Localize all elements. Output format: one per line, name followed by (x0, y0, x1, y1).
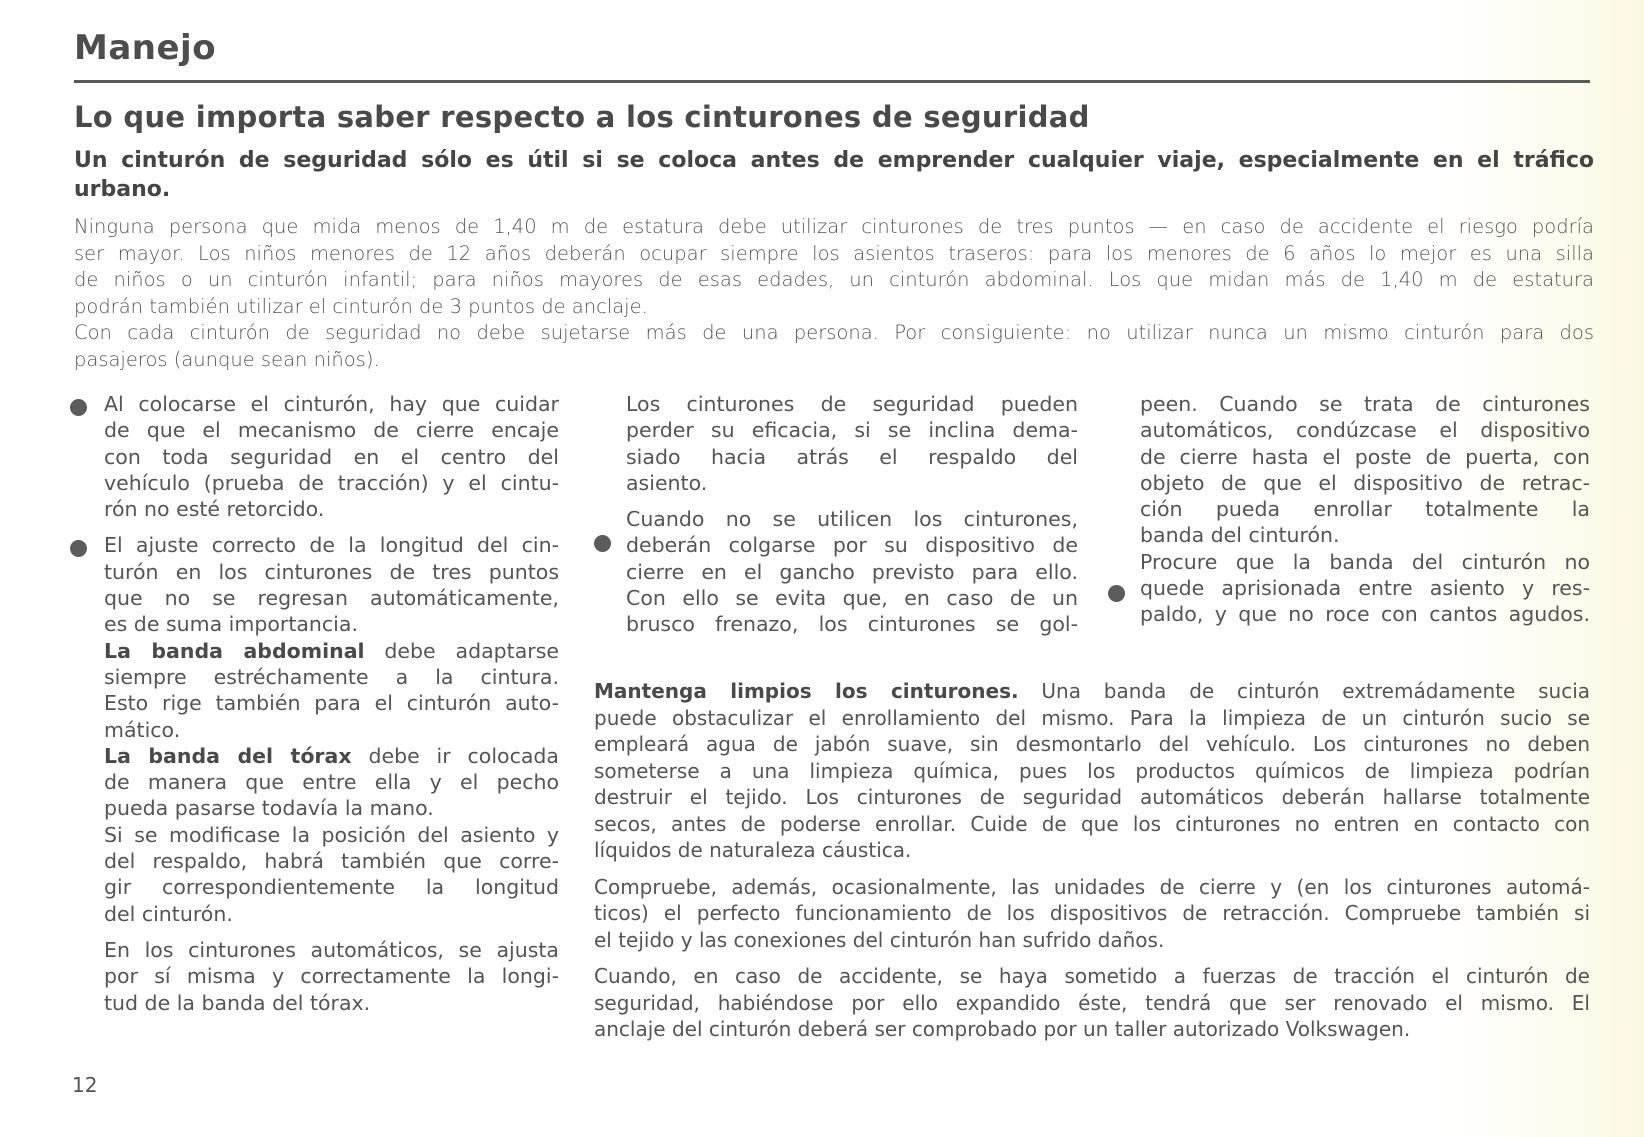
text-line: tud de la banda del tórax. (104, 990, 371, 1015)
text-line: brusco frenazo, los cinturones se gol- (626, 612, 1078, 637)
text-run: debe adaptarse (364, 638, 559, 663)
bullet-icon (70, 540, 87, 557)
text-line: ticos) el perfecto funcionamiento de los dispositivos de retracción. Compruebe también si (594, 901, 1590, 925)
text-line: gir correspondientemente la longitud (104, 875, 559, 900)
intro-line: podrán también utilizar el cinturón de 3 puntos de anclaje. (74, 294, 648, 318)
text-line: objeto de que el dispositivo de retrac- (1140, 470, 1590, 495)
page-number: 12 (72, 1073, 98, 1097)
text-line: perder su eficacia, si se inclina dema- (626, 418, 1078, 443)
text-line: de cierre hasta el poste de puerta, con (1140, 444, 1590, 469)
text-line: Con ello se evita que, en caso de un (626, 586, 1078, 611)
text-line (104, 638, 559, 664)
bullet-icon (594, 535, 611, 552)
column-2 (626, 391, 1078, 638)
text-line: cierre en el gancho previsto para ello. (626, 559, 1078, 584)
paragraph (1140, 391, 1590, 549)
cleaning-paragraph (594, 678, 1590, 864)
bold-term: Mantenga limpios los cinturones. (594, 679, 1019, 703)
title-rule (74, 80, 1590, 83)
accident-paragraph (594, 963, 1590, 1043)
column-3 (1140, 391, 1590, 628)
text-line: En los cinturones automáticos, se ajusta (104, 937, 559, 962)
text-line: paldo, y que no roce con cantos agudos. (1140, 602, 1590, 627)
text-line: Los cinturones de seguridad pueden (626, 392, 1078, 416)
lower-section (594, 678, 1590, 1043)
bullet-icon (1108, 585, 1125, 602)
text-line: líquidos de naturaleza cáustica. (594, 838, 912, 862)
text-line: con toda seguridad en el centro del (104, 444, 559, 469)
text-line: vehículo (prueba de tracción) y el cintu- (104, 470, 559, 495)
text-line: mático. (104, 717, 181, 742)
text-line: del respaldo, habrá también que corre- (104, 849, 559, 874)
text-line: asiento. (626, 470, 708, 495)
text-line: Procure que la banda del cinturón no (1140, 549, 1590, 574)
text-line: Esto rige también para el cinturón auto- (104, 691, 559, 716)
section-title: Manejo (74, 28, 217, 68)
intro-paragraph (74, 214, 1594, 374)
text-line: del cinturón. (104, 901, 233, 926)
text-line: secos, antes de poderse enrollar. Cuide de que los cinturones no entren en contacto con (594, 811, 1590, 836)
bullet-icon (70, 399, 87, 416)
text-line: puede obstaculizar el enrollamiento del mismo. Para la limpieza de un cinturón sucio se (594, 705, 1590, 730)
column-1 (104, 391, 559, 1016)
text-line: por sí misma y correctamente la longi- (104, 964, 559, 989)
text-line: es de suma importancia. (104, 612, 358, 637)
text-line: automáticos, condúzcase el dispositivo (1140, 418, 1590, 443)
subheading (74, 146, 1594, 204)
text-line: rón no esté retorcido. (104, 497, 325, 522)
subheading-line: Un cinturón de seguridad sólo es útil si se coloca antes de emprender cualquier viaje, especialmente en el tráfico (74, 148, 1594, 173)
bold-term: La banda del tórax (104, 743, 352, 768)
text-line (104, 743, 559, 769)
text-line: seguridad, habiéndose por ello expandido éste, tendrá que ser renovado el mismo. El (594, 990, 1590, 1015)
text-line: pueda pasarse todavía la mano. (104, 796, 434, 821)
intro-line: ser mayor. Los niños menores de 12 años deberán ocupar siempre los asientos traseros: para los menores de 6 años lo mejor es una silla (74, 241, 1594, 265)
text-line: Si se modificase la posición del asiento y (104, 822, 559, 847)
text-line: Compruebe, además, ocasionalmente, las unidades de cierre y (en los cinturones automá- (594, 874, 1590, 899)
text-run: debe ir colocada (351, 743, 559, 768)
text-line: que no se regresan automáticamente, (104, 586, 559, 611)
text-line: turón en los cinturones de tres puntos (104, 559, 559, 584)
text-line: ción pueda enrollar totalmente la (1140, 497, 1590, 522)
text-line: Al colocarse el cinturón, hay que cuidar (104, 392, 559, 416)
text-line: destruir el tejido. Los cinturones de seguridad automáticos deberán hallarse totalmente (594, 785, 1590, 809)
paragraph (104, 937, 559, 1016)
text-line: quede aprisionada entre asiento y res- (1140, 576, 1590, 601)
intro-line: pasajeros (aunque sean niños). (74, 347, 380, 371)
text-line: de manera que entre ella y el pecho (104, 770, 559, 795)
text-line: Cuando no se utilicen los cinturones, (626, 507, 1078, 532)
check-paragraph (594, 874, 1590, 954)
paragraph (626, 391, 1078, 496)
bold-term: La banda abdominal (104, 638, 365, 663)
text-line: deberán colgarse por su dispositivo de (626, 533, 1078, 558)
subheading-line: urbano. (74, 177, 171, 202)
bullet-item (1140, 549, 1590, 628)
intro-line: Ninguna persona que mida menos de 1,40 m de estatura debe utilizar cinturones de tres puntos — en caso de accidente el riesgo podría (74, 215, 1594, 238)
intro-line: Con cada cinturón de seguridad no debe sujetarse más de una persona. Por consiguiente: no utilizar nunca un mismo cinturón para dos (74, 321, 1594, 345)
intro-line: de niños o un cinturón infantil; para niños mayores de esas edades, un cinturón abdominal. Los que midan más de 1,40 m de estatura (74, 268, 1594, 292)
text-line: anclaje del cinturón deberá ser comprobado por un taller autorizado Volkswagen. (594, 1017, 1411, 1041)
bullet-item (626, 506, 1078, 637)
text-line: someterse a una limpieza química, pues los productos químicos de limpieza podrían (594, 758, 1590, 783)
bullet-item (104, 391, 559, 522)
text-line: siempre estréchamente a la cintura. (104, 664, 559, 689)
text-line: empleará agua de jabón suave, sin desmontarlo del vehículo. Los cinturones no deben (594, 732, 1590, 756)
text-line: de que el mecanismo de cierre encaje (104, 418, 559, 443)
text-line: Cuando, en caso de accidente, se haya sometido a fuerzas de tracción el cinturón de (594, 964, 1590, 988)
text-line: el tejido y las conexiones del cinturón han sufrido daños. (594, 927, 1165, 952)
page-heading: Lo que importa saber respecto a los cinturones de seguridad (74, 100, 1090, 134)
bullet-item (104, 532, 559, 926)
text-line: El ajuste correcto de la longitud del cin- (104, 533, 559, 558)
text-run: Una banda de cinturón extremádamente sucia (1018, 679, 1591, 703)
text-line: peen. Cuando se trata de cinturones (1140, 392, 1590, 416)
text-line: banda del cinturón. (1140, 523, 1340, 548)
text-line (594, 678, 1590, 705)
text-line: siado hacia atrás el respaldo del (626, 444, 1078, 469)
